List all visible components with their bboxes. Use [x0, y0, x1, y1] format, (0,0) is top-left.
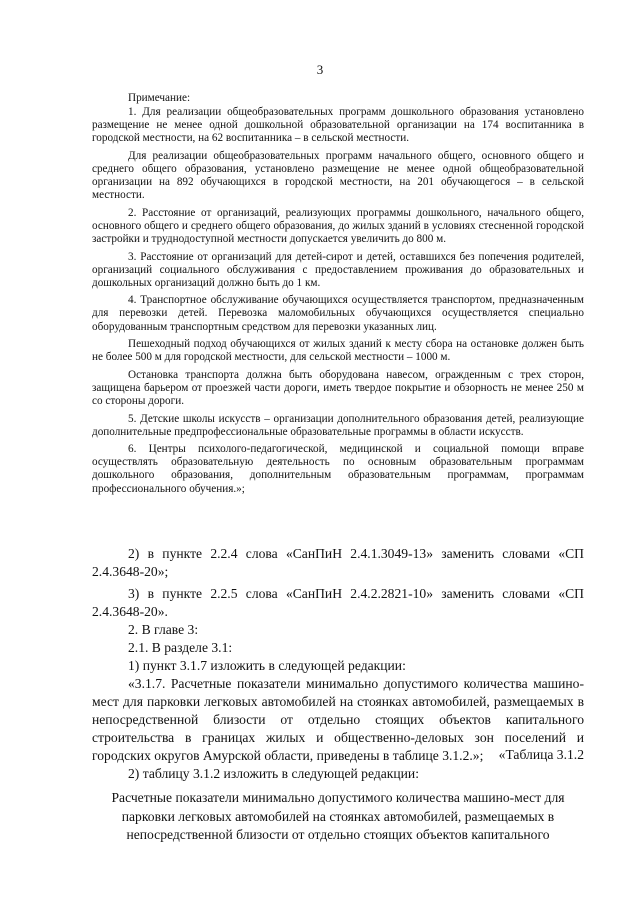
body-paragraph: 2) таблицу 3.1.2 изложить в следующей редакции:	[128, 766, 419, 781]
note-paragraph: 1. Для реализации общеобразовательных программ дошкольного образования установлено размещение не менее одной дошкольной образовательной организации на 174 воспитанника в городской местности, на 62 воспитанника – в сельской местности.	[92, 106, 584, 145]
note-paragraph: 3. Расстояние от организаций для детей-сирот и детей, оставшихся без попечения родителей, организаций социального обслуживания с предоставлением проживания до образовательных и дошкольных организаций должно быть до 1 км.	[92, 250, 584, 289]
table-caption: Расчетные показатели минимально допустимого количества машино-мест для парковки легковых автомобилей на стоянках автомобилей, размещаемых в непосредственной близости от отдельно стоящих объектов капитального	[111, 790, 565, 842]
body-paragraph: 2. В главе 3:	[128, 622, 199, 637]
note-paragraph: 2. Расстояние от организаций, реализующих программы дошкольного, начального общего, основного общего и среднего общего образования, до жилых зданий в условиях стесненной городской застройки и труднодоступной местности допускается увеличить до 800 м.	[92, 206, 584, 245]
note-paragraph: Пешеходный подход обучающихся от жилых зданий к месту сбора на остановке должен быть не более 500 м для городской местности, для сельской местности – 1000 м.	[92, 338, 584, 364]
body-paragraph: «3.1.7. Расчетные показатели минимально допустимого количества машино-мест для парковки легковых автомобилей на стоянках автомобилей, размещаемых в непосредственной близости от отдельно стоящих объектов капитального строительства в границах жилых и общественно-деловых зон поселений и городских округов Амурской области, приведены в таблице 3.1.2.»;	[92, 676, 584, 763]
body-paragraph: 2) в пункте 2.2.4 слова «СанПиН 2.4.1.3049-13» заменить словами «СП 2.4.3648-20»;	[92, 546, 584, 579]
body-paragraph: 2.1. В разделе 3.1:	[128, 640, 233, 655]
body-paragraph: 3) в пункте 2.2.5 слова «СанПиН 2.4.2.2821-10» заменить словами «СП 2.4.3648-20».	[92, 586, 584, 619]
note-paragraph: Остановка транспорта должна быть оборудована навесом, огражденным с трех сторон, защищена барьером от проезжей части дороги, иметь твердое покрытие и обзорность не менее 250 м со стороны дороги.	[92, 368, 584, 407]
note-section	[92, 92, 584, 500]
note-paragraph: Для реализации общеобразовательных программ начального общего, основного общего и среднего общего образования, установлено размещение не менее одной общеобразовательной организации на 892 обучающихся в городской местности, на 201 обучающегося – в сельской местности.	[92, 149, 584, 202]
note-paragraph: 6. Центры психолого-педагогической, медицинской и социальной помощи вправе осуществлять образовательную деятельность по основным образовательным программам дошкольного образования, дополнительным образовательным программам, программам профессионального обучения.»;	[92, 443, 584, 495]
note-paragraph: 5. Детские школы искусств – организации дополнительного образования детей, реализующие дополнительные предпрофессиональные образовательные программы в области искусств.	[92, 412, 584, 438]
note-title: Примечание:	[128, 92, 191, 104]
table-reference: «Таблица 3.1.2	[498, 747, 584, 762]
note-paragraph: 4. Транспортное обслуживание обучающихся осуществляется транспортом, предназначенным для перевозки детей. Перевозка маломобильных обучающихся осуществляется специально оборудованным транспортным средством для перевозки указанных лиц.	[92, 294, 584, 333]
page-number: 3	[316, 62, 324, 77]
body-paragraph: 1) пункт 3.1.7 изложить в следующей редакции:	[128, 658, 406, 673]
